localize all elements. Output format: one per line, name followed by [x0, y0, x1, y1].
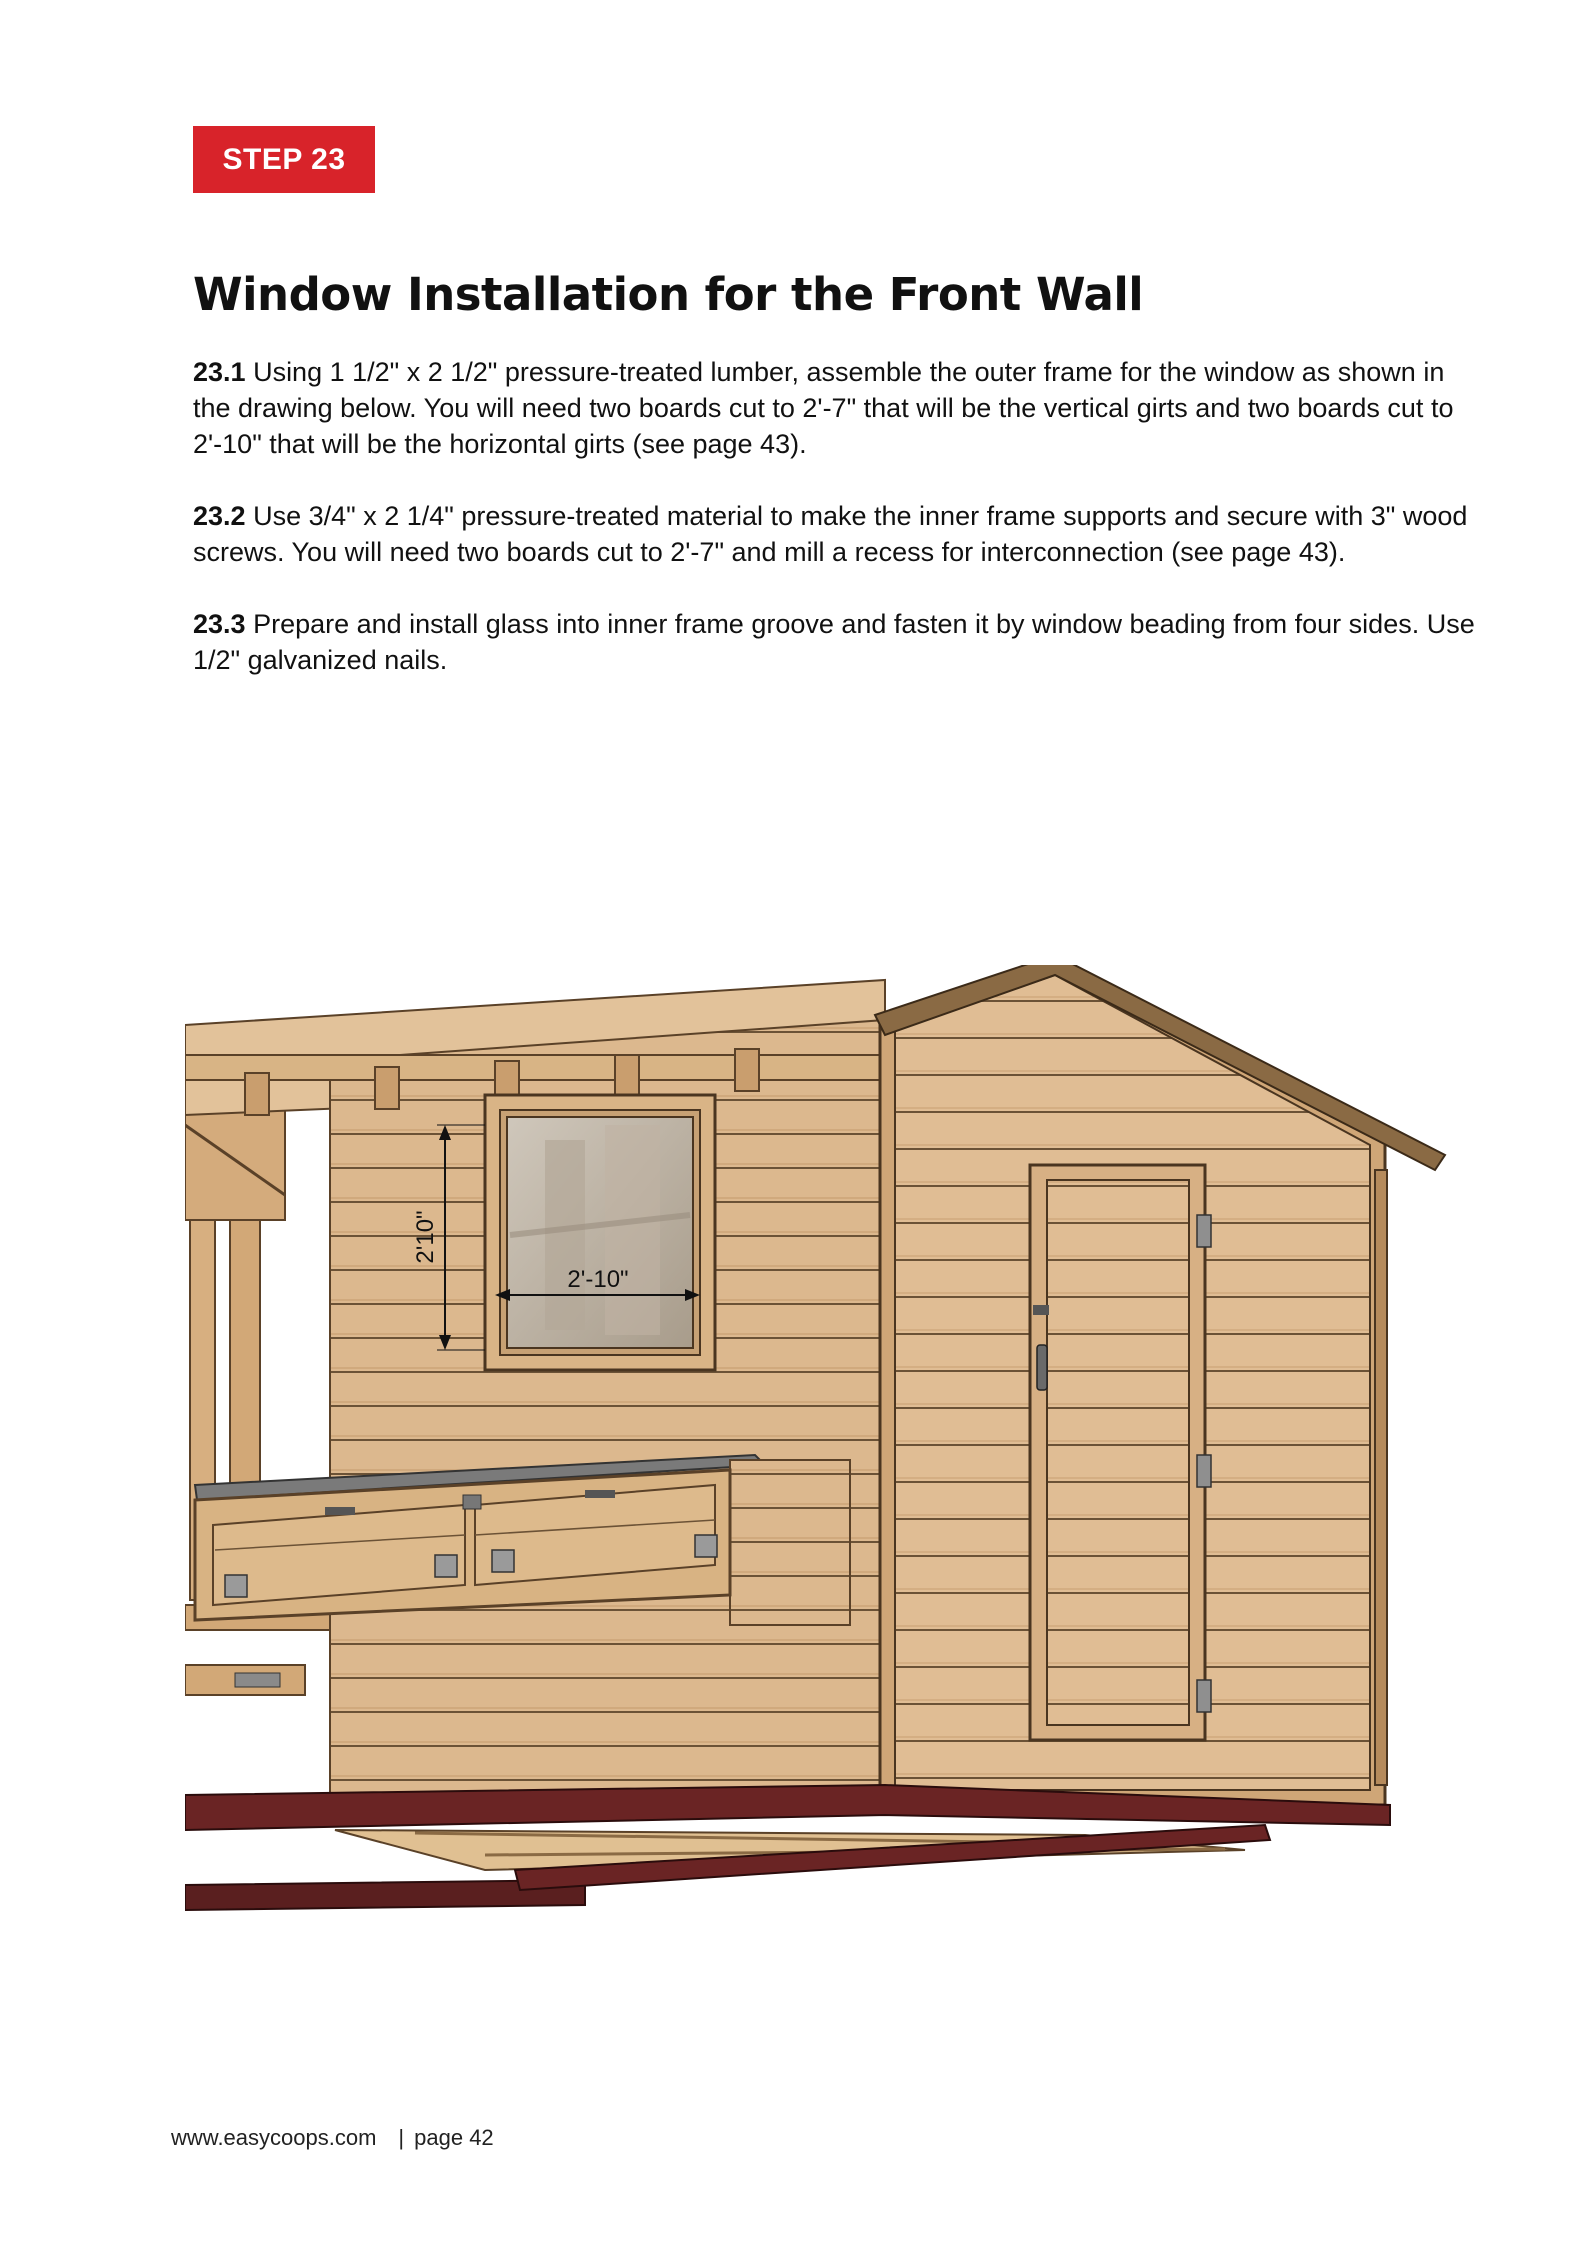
page-number: page 42 [414, 2125, 494, 2150]
instruction-23-1 [193, 354, 1483, 462]
instruction-number: 23.1 [193, 357, 246, 387]
instruction-23-2 [193, 498, 1483, 570]
instructions [193, 354, 1483, 714]
footer [171, 2125, 494, 2151]
dimension-vertical-label: 2'10" [412, 1210, 439, 1264]
step-badge: STEP 23 [193, 126, 375, 193]
page-title: Window Installation for the Front Wall [193, 268, 1144, 321]
instruction-text: Using 1 1/2" x 2 1/2" pressure-treated lumber, assemble the outer frame for the window as shown in the drawing below. You will need two boards cut to 2'-7" that will be the vertical girts and two boards cut to 2'-10" that will be the horizontal girts (see page 43). [193, 357, 1454, 459]
website-link[interactable]: www.easycoops.com [171, 2125, 377, 2150]
instruction-number: 23.2 [193, 501, 246, 531]
access-door [1030, 1165, 1211, 1740]
instruction-text: Prepare and install glass into inner frame groove and fasten it by window beading from four sides. Use 1/2" galvanized nails. [193, 609, 1475, 675]
instruction-text: Use 3/4" x 2 1/4" pressure-treated material to make the inner frame supports and secure with 3" wood screws. You will need two boards cut to 2'-7" and mill a recess for interconnection (see page 43). [193, 501, 1468, 567]
coop-window-drawing [185, 965, 1450, 1920]
instruction-number: 23.3 [193, 609, 246, 639]
instruction-23-3 [193, 606, 1483, 678]
dimension-horizontal-label: 2'-10" [567, 1266, 629, 1293]
base-frame [185, 1785, 1390, 1910]
nesting-box [195, 1455, 850, 1625]
footer-separator: | [398, 2125, 405, 2150]
window [485, 1095, 715, 1370]
